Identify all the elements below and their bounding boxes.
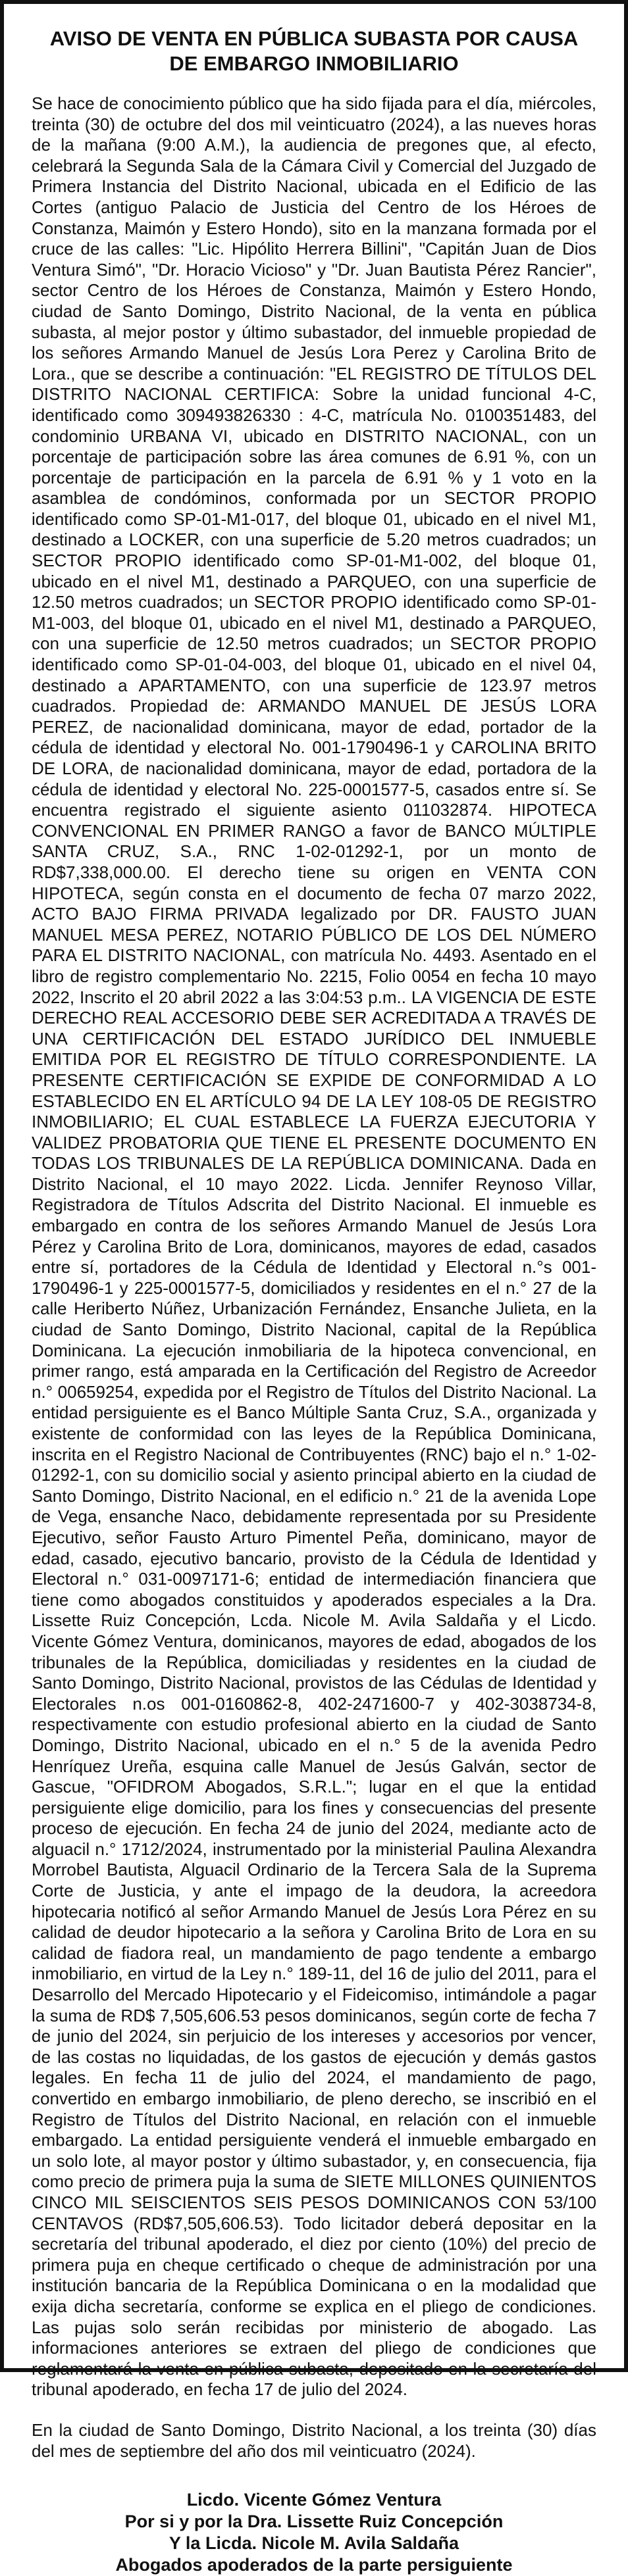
- signature-line-2: Por si y por la Dra. Lissette Ruiz Concepción: [124, 2512, 504, 2532]
- signature-line-1: Licdo. Vicente Gómez Ventura: [186, 2490, 442, 2510]
- notice-title-line-1: AVISO DE VENTA EN PÚBLICA SUBASTA POR CAUSA: [49, 27, 579, 50]
- signature-line-3: Y la Licda. Nicole M. Avila Saldaña: [169, 2533, 459, 2554]
- notice-closing: En la ciudad de Santo Domingo, Distrito Nacional, a los treinta (30) días del mes de septiembre del año dos mil veinticuatro (2024).: [32, 2419, 596, 2461]
- signature-line-4: Abogados apoderados de la parte persiguiente: [115, 2555, 513, 2575]
- signature-block: [32, 2489, 596, 2576]
- notice-title-line-2: DE EMBARGO INMOBILIARIO: [169, 52, 459, 75]
- notice-title: [32, 26, 596, 76]
- notice-body: Se hace de conocimiento público que ha sido fijada para el día, miércoles, treinta (30) de octubre del dos mil veinticuatro (2024), a las nueves horas de la mañana (9:00 A.M.), la audiencia de pregones que, al efecto, celebrará la Segunda Sala de la Cámara Civil y Comercial del Juzgado de Primera Instancia del Distrito Nacional, ubicada en el Edificio de las Cortes (antiguo Palacio de Justicia del Centro de los Héroes de Constanza, Maimón y Estero Hondo), sito en la manzana formada por el cruce de las calles: "Lic. Hipólito Herrera Billini", "Capitán Juan de Dios Ventura Simó", "Dr. Horacio Vicioso" y "Dr. Juan Bautista Pérez Rancier", sector Centro de los Héroes de Constanza, Maimón y Estero Hondo, ciudad de Santo Domingo, Distrito Nacional, de la venta en pública subasta, al mejor postor y último subastador, del inmueble propiedad de los señores Armando Manuel de Jesús Lora Perez y Carolina Brito de Lora., que se describe a continuación: "EL REGISTRO DE TÍTULOS DEL DISTRITO NACIONAL CERTIFICA: Sobre la unidad funcional 4-C, identificado como 309493826330 : 4-C, matrícula No. 0100351483, del condominio URBANA VI, ubicado en DISTRITO NACIONAL, con un porcentaje de participación sobre las área comunes de 6.91 %, con un porcentaje de participación en la parcela de 6.91 % y 1 voto en la asamblea de condóminos, conformada por un SECTOR PROPIO identificado como SP-01-M1-017, del bloque 01, ubicado en el nivel M1, destinado a LOCKER, con una superficie de 5.20 metros cuadrados; un SECTOR PROPIO identificado como SP-01-M1-002, del bloque 01, ubicado en el nivel M1, destinado a PARQUEO, con una superficie de 12.50 metros cuadrados; un SECTOR PROPIO identificado como SP-01-M1-003, del bloque 01, ubicado en el nivel M1, destinado a PARQUEO, con una superficie de 12.50 metros cuadrados; un SECTOR PROPIO identificado como SP-01-04-003, del bloque 01, ubicado en el nivel 04, destinado a APARTAMENTO, con una superficie de 123.97 metros cuadrados. Propiedad de: ARMANDO MANUEL DE JESÚS LORA PEREZ, de nacionalidad dominicana, mayor de edad, portador de la cédula de identidad y electoral No. 001-1790496-1 y CAROLINA BRITO DE LORA, de nacionalidad dominicana, mayor de edad, portadora de la cédula de identidad y electoral No. 225-0001577-5, casados entre sí. Se encuentra registrado el siguiente asiento 011032874. HIPOTECA CONVENCIONAL EN PRIMER RANGO a favor de BANCO MÚLTIPLE SANTA CRUZ, S.A., RNC 1-02-01292-1, por un monto de RD$7,338,000.00. El derecho tiene su origen en VENTA CON HIPOTECA, según consta en el documento de fecha 07 marzo 2022, ACTO BAJO FIRMA PRIVADA legalizado por DR. FAUSTO JUAN MANUEL MESA PEREZ, NOTARIO PÚBLICO DE LOS DEL NÚMERO PARA EL DISTRITO NACIONAL, con matrícula No. 4493. Asentado en el libro de registro complementario No. 2215, Folio 0054 en fecha 10 mayo 2022, Inscrito el 20 abril 2022 a las 3:04:53 p.m.. LA VIGENCIA DE ESTE DERECHO REAL ACCESORIO DEBE SER ACREDITADA A TRAVÉS DE UNA CERTIFICACIÓN DEL ESTADO JURÍDICO DEL INMUEBLE EMITIDA POR EL REGISTRO DE TÍTULO CORRESPONDIENTE. LA PRESENTE CERTIFICACIÓN SE EXPIDE DE CONFORMIDAD A LO ESTABLECIDO EN EL ARTÍCULO 94 DE LA LEY 108-05 DE REGISTRO INMOBILIARIO; EL CUAL ESTABLECE LA FUERZA EJECUTORIA Y VALIDEZ PROBATORIA QUE TIENE EL PRESENTE DOCUMENTO EN TODAS LOS TRIBUNALES DE LA REPÚBLICA DOMINICANA. Dada en Distrito Nacional, el 10 mayo 2022. Licda. Jennifer Reynoso Villar, Registradora de Títulos Adscrita del Distrito Nacional. El inmueble es embargado en contra de los señores Armando Manuel de Jesús Lora Pérez y Carolina Brito de Lora, dominicanos, mayores de edad, casados entre sí, portadores de la Cédula de Identidad y Electoral n.°s 001-1790496-1 y 225-0001577-5, domiciliados y residentes en el n.° 27 de la calle Heriberto Núñez, Urbanización Fernández, Ensanche Julieta, en la ciudad de Santo Domingo, Distrito Nacional, capital de la República Dominicana. La ejecución inmobiliaria de la hipoteca convencional, en primer rango, está amparada en la Certificación del Registro de Acreedor n.° 00659254, expedida por el Registro de Títulos del Distrito Nacional. La entidad persiguiente es el Banco Múltiple Santa Cruz, S.A., organizada y existente de conformidad con las leyes de la República Dominicana, inscrita en el Registro Nacional de Contribuyentes (RNC) bajo el n.° 1-02-01292-1, con su domicilio social y asiento principal abierto en la ciudad de Santo Domingo, Distrito Nacional, en el edificio n.° 21 de la avenida Lope de Vega, ensanche Naco, debidamente representada por su Presidente Ejecutivo, señor Fausto Arturo Pimentel Peña, dominicano, mayor de edad, casado, ejecutivo bancario, provisto de la Cédula de Identidad y Electoral n.° 031-0097171-6; entidad de intermediación financiera que tiene como abogados constituidos y apoderados especiales a la Dra. Lissette Ruiz Concepción, Lcda. Nicole M. Avila Saldaña y el Licdo. Vicente Gómez Ventura, dominicanos, mayores de edad, abogados de los tribunales de la República, domiciliadas y residentes en la ciudad de Santo Domingo, Distrito Nacional, provistos de las Cédulas de Identidad y Electorales n.os 001-0160862-8, 402-2471600-7 y 402-3038734-8, respectivamente con estudio profesional abierto en la ciudad de Santo Domingo, Distrito Nacional, ubicado en el n.° 5 de la avenida Pedro Henríquez Ureña, esquina calle Manuel de Jesús Galván, sector de Gascue, "OFIDROM Abogados, S.R.L."; lugar en el que la entidad persiguiente elige domicilio, para los fines y consecuencias del presente proceso de ejecución. En fecha 24 de junio del 2024, mediante acto de alguacil n.° 1712/2024, instrumentado por la ministerial Paulina Alexandra Morrobel Bautista, Alguacil Ordinario de la Tercera Sala de la Suprema Corte de Justicia, y ante el impago de la deudora, la acreedora hipotecaria notificó al señor Armando Manuel de Jesús Lora Pérez en su calidad de deudor hipotecario a la señora y Carolina Brito de Lora en su calidad de fiadora real, un mandamiento de pago tendente a embargo inmobiliario, en virtud de la Ley n.° 189-11, del 16 de julio del 2011, para el Desarrollo del Mercado Hipotecario y el Fideicomiso, intimándole a pagar la suma de RD$ 7,505,606.53 pesos dominicanos, según corte de fecha 7 de junio del 2024, sin perjuicio de los intereses y accesorios por vencer, de las costas no liquidadas, de los gastos de ejecución y demás gastos legales. En fecha 11 de julio del 2024, el mandamiento de pago, convertido en embargo inmobiliario, de pleno derecho, se inscribió en el Registro de Títulos del Distrito Nacional, en relación con el inmueble embargado. La entidad persiguiente venderá el inmueble embargado en un solo lote, al mayor postor y último subastador, y, en consecuencia, fija como precio de primera puja la suma de SIETE MILLONES QUINIENTOS CINCO MIL SEISCIENTOS SEIS PESOS DOMINICANOS CON 53/100 CENTAVOS (RD$7,505,606.53). Todo licitador deberá depositar en la secretaría del tribunal apoderado, el diez por ciento (10%) del precio de primera puja en cheque certificado o cheque de administración por una institución bancaria de la República Dominicana o en la modalidad que exija dicha secretaría, conforme se explica en el pliego de condiciones. Las pujas solo serán recibidas por ministerio de abogado. Las informaciones anteriores se extraen del pliego de condiciones que reglamentará la venta en pública subasta, depositado en la secretaría del tribunal apoderado, en fecha 17 de julio del 2024.: [32, 93, 596, 2400]
